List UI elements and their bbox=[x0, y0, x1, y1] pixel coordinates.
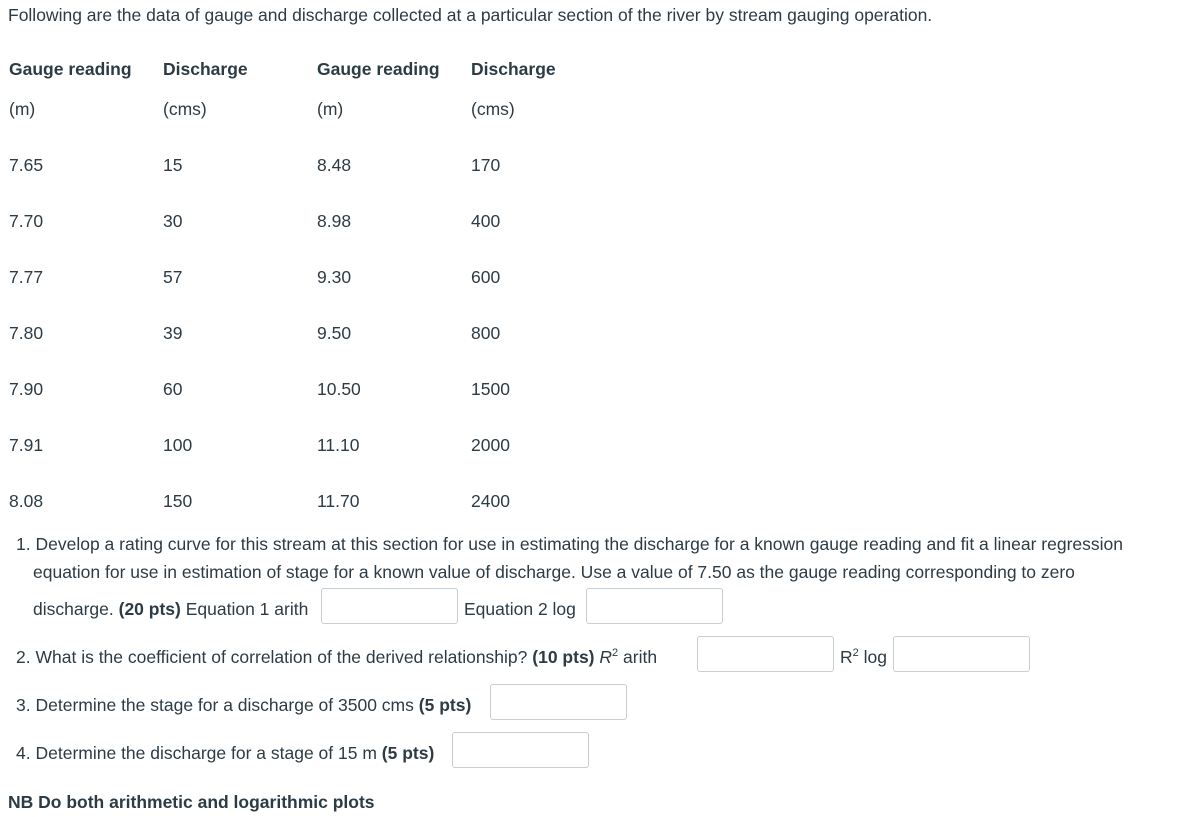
question-number: 1. bbox=[16, 534, 31, 554]
r2-log-label: R bbox=[840, 647, 853, 667]
table-cell: 8.98 bbox=[317, 211, 352, 231]
header-gauge-reading-1: Gauge reading bbox=[9, 59, 132, 79]
table-cell: 170 bbox=[471, 155, 501, 175]
header-discharge-unit-1: (cms) bbox=[163, 99, 207, 119]
r2-log-input[interactable] bbox=[893, 636, 1030, 672]
table-cell: 9.30 bbox=[317, 267, 352, 287]
table-cell: 7.77 bbox=[9, 267, 44, 287]
points-label: (5 pts) bbox=[381, 743, 435, 763]
points-label: (5 pts) bbox=[418, 695, 472, 715]
table-cell: 15 bbox=[163, 155, 183, 175]
table-cell: 8.08 bbox=[9, 491, 44, 511]
table-cell: 8.48 bbox=[317, 155, 352, 175]
table-cell: 100 bbox=[163, 435, 193, 455]
table-cell: 800 bbox=[471, 323, 501, 343]
table-cell: 7.70 bbox=[9, 211, 44, 231]
table-cell: 9.50 bbox=[317, 323, 352, 343]
equation-2-log-input[interactable] bbox=[586, 588, 723, 624]
equation-2-label: Equation 2 log bbox=[464, 599, 576, 619]
table-cell: 11.70 bbox=[317, 491, 360, 511]
question-number: 4. bbox=[16, 743, 31, 763]
table-cell: 11.10 bbox=[317, 435, 360, 455]
table-cell: 39 bbox=[163, 323, 183, 343]
r2-arith-label: R bbox=[599, 647, 613, 667]
points-label: (10 pts) bbox=[532, 647, 595, 667]
table-cell: 400 bbox=[471, 211, 501, 231]
equation-1-arith-input[interactable] bbox=[321, 588, 458, 624]
table-cell: 2000 bbox=[471, 435, 510, 455]
table-cell: 7.65 bbox=[9, 155, 44, 175]
question-number: 2. bbox=[16, 647, 31, 667]
equation-1-label: Equation 1 arith bbox=[185, 599, 309, 619]
question-number: 3. bbox=[16, 695, 31, 715]
header-discharge-2: Discharge bbox=[471, 59, 556, 79]
question-1-line-1: Develop a rating curve for this stream at this section for use in estimating the discharge for a known gauge reading and fit a linear regression bbox=[35, 534, 1124, 554]
table-cell: 7.91 bbox=[9, 435, 44, 455]
question-3-text: Determine the stage for a discharge of 3500 cms bbox=[35, 695, 414, 715]
points-label: (20 pts) bbox=[118, 599, 181, 619]
table-cell: 1500 bbox=[471, 379, 510, 399]
table-cell: 7.80 bbox=[9, 323, 44, 343]
table-cell: 57 bbox=[163, 267, 183, 287]
header-gauge-unit-1: (m) bbox=[9, 99, 36, 119]
question-1-line-2: equation for use in estimation of stage for a known value of discharge. Use a value of 7.50 as the gauge reading corresponding to zero bbox=[33, 562, 1075, 582]
table-cell: 7.90 bbox=[9, 379, 44, 399]
discharge-15m-input[interactable] bbox=[452, 732, 589, 768]
intro-text: Following are the data of gauge and discharge collected at a particular section of the river by stream gauging operation. bbox=[8, 5, 933, 25]
question-1-line-3: discharge. bbox=[33, 599, 114, 619]
table-cell: 60 bbox=[163, 379, 183, 399]
header-gauge-reading-2: Gauge reading bbox=[317, 59, 440, 79]
table-cell: 2400 bbox=[471, 491, 510, 511]
table-cell: 600 bbox=[471, 267, 501, 287]
r2-arith-input[interactable] bbox=[697, 636, 834, 672]
r2-arith-label-text: arith bbox=[623, 647, 658, 667]
question-2-text: What is the coefficient of correlation of the derived relationship? bbox=[35, 647, 528, 667]
stage-3500-input[interactable] bbox=[490, 684, 627, 720]
table-cell: 30 bbox=[163, 211, 183, 231]
question-4-text: Determine the discharge for a stage of 15 m bbox=[35, 743, 377, 763]
table-cell: 150 bbox=[163, 491, 193, 511]
table-cell: 10.50 bbox=[317, 379, 361, 399]
header-discharge-1: Discharge bbox=[163, 59, 248, 79]
note-text: NB Do both arithmetic and logarithmic plots bbox=[8, 792, 375, 812]
header-gauge-unit-2: (m) bbox=[317, 99, 344, 119]
r2-log-label-text: log bbox=[863, 647, 887, 667]
header-discharge-unit-2: (cms) bbox=[471, 99, 515, 119]
